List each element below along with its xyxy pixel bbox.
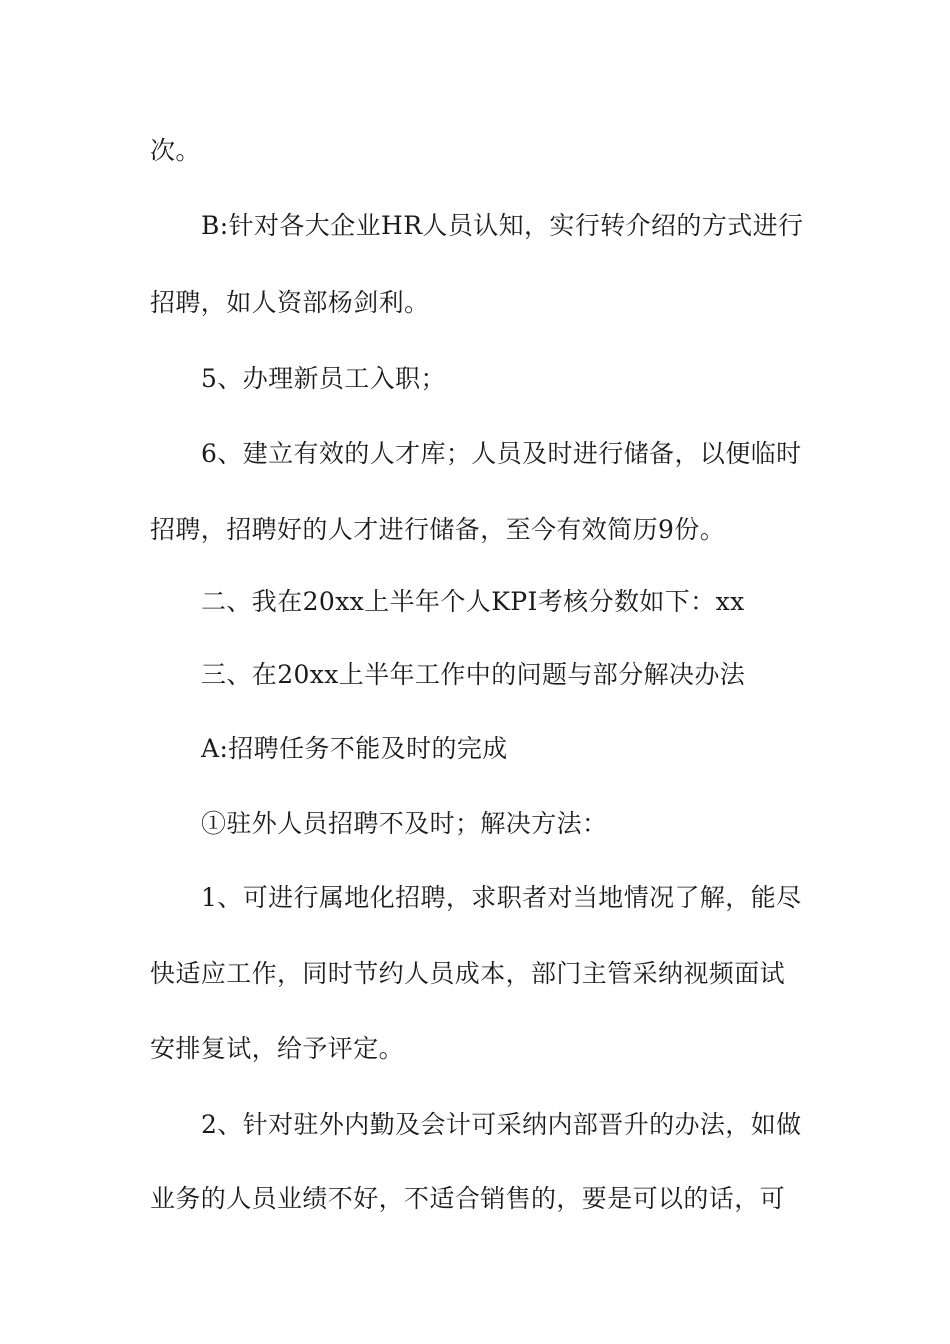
text-line: 招聘，如人资部杨剑利。 bbox=[150, 288, 430, 317]
text-line: A:招聘任务不能及时的完成 bbox=[201, 734, 508, 763]
section-heading: 二、我在20xx上半年个人KPI考核分数如下：xx bbox=[201, 587, 745, 616]
text-line: 快适应工作，同时节约人员成本，部门主管采纳视频面试 bbox=[150, 959, 786, 988]
text-line: ①驻外人员招聘不及时；解决方法： bbox=[201, 809, 608, 838]
text-line: 6、建立有效的人才库；人员及时进行储备，以便临时 bbox=[201, 439, 802, 468]
text-line: 次。 bbox=[150, 136, 201, 165]
text-line: 5、办理新员工入职； bbox=[201, 364, 446, 393]
section-heading: 三、在20xx上半年工作中的问题与部分解决办法 bbox=[201, 660, 746, 689]
text-line: 招聘，招聘好的人才进行储备，至今有效简历9份。 bbox=[150, 515, 726, 544]
text-line: B:针对各大企业HR人员认知，实行转介绍的方式进行 bbox=[201, 211, 804, 240]
text-line: 安排复试，给予评定。 bbox=[150, 1034, 405, 1063]
text-line: 业务的人员业绩不好，不适合销售的，要是可以的话，可 bbox=[150, 1184, 786, 1213]
text-line: 1、可进行属地化招聘，求职者对当地情况了解，能尽 bbox=[201, 883, 802, 912]
text-line: 2、针对驻外内勤及会计可采纳内部晋升的办法，如做 bbox=[201, 1110, 802, 1139]
